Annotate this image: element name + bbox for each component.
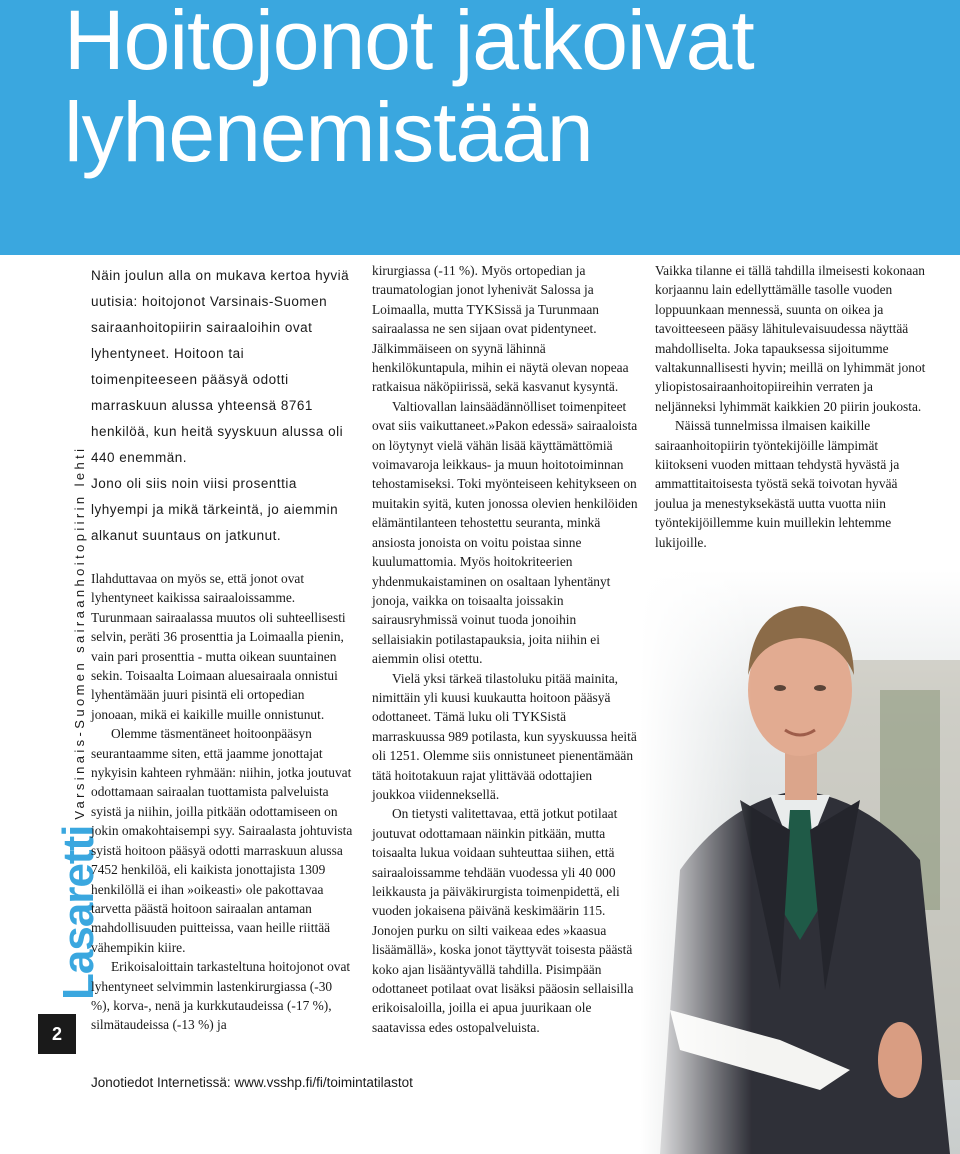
body-text — [91, 569, 353, 1035]
body-paragraph: Erikoisaloittain tarkasteltuna hoitojonot ovat lyhentyneet selvimmin lastenkirurgiassa (-30 %), korva-, nenä ja kurkkutaudeissa (-17 %), silmätaudeissa (-13 %) ja — [91, 959, 351, 1033]
body-paragraph: kirurgiassa (-11 %). Myös ortopedian ja traumatologian jonot lyhenivät Salossa ja Loimaalla, mutta TYKSissä ja Turunmaan sairaalassa ne sen sijaan ovat pidentyneet. Jälkimmäiseen on syynä lähinnä henkilökuntapula, mihin ei näytä olevan nopeaa ratkaisua näköpiirissä, sekä kasvanut kysyntä. — [372, 263, 629, 395]
body-paragraph: Ilahduttavaa on myös se, että jonot ovat lyhentyneet kaikissa sairaaloissamme. Turunmaan sairaalassa muutos oli suhteellisesti selvin, peräti 36 prosenttia ja Loimaalla pienin, vain pari prosenttia - mutta oikean suuntainen sekin. Toisaalta Loimaan aluesairaala onnistui lyhentämään juuri pisintä eli ortopedian jonoaan, mikä ei kaikille muille onnistunut. — [91, 571, 346, 722]
lead-paragraph: Näin joulun alla on mukava kertoa hyviä uutisia: hoitojonot Varsinais-Suomen sairaanhoitopiirin sairaaloihin ovat lyhentyneet. Hoitoon tai toimenpiteeseen pääsyä odotti marraskuun alussa yhteensä 8761 henkilöä, kun heitä syyskuun alussa oli 440 enemmän. — [91, 268, 350, 465]
magazine-subtitle: Varsinais-Suomen sairaanhoitopiirin lehti — [71, 445, 87, 820]
body-paragraph: Näissä tunnelmissa ilmaisen kaikille sairaanhoitopiirin työntekijöille lämpimät kiitokseni vuoden mittaan tehdystä hyvästä ja ammattitaitoisesta työstä sekä toivotan hyvää joulua ja menestyksekästä uutta vuotta niin työntekijöillemme kuin muillekin lehtemme lukijoille. — [655, 418, 900, 550]
body-paragraph: Vaikka tilanne ei tällä tahdilla ilmeisesti kokonaan korjaannu lain edellyttämälle tasolle vuoden loppuunkaan mennessä, suunta on oikea ja tavoitteeseen pääsy lähitulevaisuudessa näyttää mahdolliselta. Joka tapauksessa sijoitumme valtakunnallisesti hyvin; meillä on lyhimmät jonot yliopistosairaanhoitopiireihin verraten ja neljänneksi lyhimmät kaikkien 20 piirin joukosta. — [655, 263, 926, 414]
magazine-logo: Lasaretti — [54, 825, 103, 1000]
column-3 — [655, 261, 927, 552]
lead-paragraph: Jono oli siis noin viisi prosenttia lyhyempi ja mikä tärkeintä, jo aiemmin alkanut suuntaus on jatkunut. — [91, 476, 339, 543]
body-paragraph: Valtiovallan lainsäädännölliset toimenpiteet ovat siis vaikuttaneet.»Pakon edessä» sairaaloista on löytynyt vielä vähän lisää käyttämättömiä voimavaroja leikkaus- ja muun hoitotoiminnan tehostamiseksi. Toki myönteiseen kehitykseen on muitakin syitä, kuten jonossa olevien henkilöiden elämäntilanteen tehostettu seuranta, minkä ansiosta jonoista on voitu poistaa sinne kuulumattomia. Myös hoitokriteerien yhdenmukaistaminen on osaltaan lyhentänyt jonoja, vaikka on toisaalta joissakin sairausryhmissä voinut tuoda jonoihin sellaisiakin potilastapauksia, joita niihin ei aiemmin olisi otettu. — [372, 398, 638, 667]
portrait-photo — [640, 570, 960, 1154]
body-paragraph: Vielä yksi tärkeä tilastoluku pitää mainita, nimittäin yli kuusi kuukautta hoitoon pääsyä odottaneet. Tämä luku oli TYKSistä marraskuussa 989 potilasta, kun syyskuussa heitä oli 1251. Olemme siis onnistuneet pienentämään tätä hoitotakuun rajat ylittävää odottajien joukkoa viidenneksellä. — [372, 670, 637, 802]
column-2 — [372, 261, 638, 1037]
body-text — [372, 261, 638, 1037]
lead-text — [91, 263, 353, 549]
header-banner — [0, 0, 960, 255]
footnote-link-text: Jonotiedot Internetissä: www.vsshp.fi/fi/toimintatilastot — [91, 1075, 413, 1090]
body-paragraph: On tietysti valitettavaa, että jotkut potilaat joutuvat odottamaan näinkin pitkään, mutta toisaalta lukua voidaan suhteuttaa siihen, että sairaaloissamme tehdään vuodessa yli 40 000 leikkausta ja päiväkirurgista toimenpidettä, eli vuoden jokaisena päivänä keskimäärin 115. Jonojen purku on silti vaikeaa edes »kaasua lisäämällä», koska jonot täyttyvät toisesta päästä koko ajan lisääntyvällä tahdilla. Pisimpään odottaneet potilaat ovat lisäksi pääosin sellaisilla erikoisaloilla, joilla ei apua juurikaan ole saatavissa edes ostopalveluista. — [372, 806, 634, 1035]
column-1 — [91, 263, 353, 1035]
body-paragraph: Olemme täsmentäneet hoitoonpääsyn seurantaamme siten, että jaamme jonottajat nykyisin kahteen ryhmään: niihin, jotka joutuvat odottamaan sairaalan tuottamista palveluista syistä ja niihin, joilla pitkään odottamiseen on jokin omakohtaisempi syy. Sairaalasta johtuvista syistä hoitoon pääsyä odotti marraskuun alussa 7452 henkilöä, eli kaikista jonottajista 1309 henkilöllä ei ihan »oikeasti» ole pakottavaa tarvetta päästä hoitoon sairaalan antaman mahdollisuuden puitteissa, vaan heille riittää vähempikin kiire. — [91, 726, 353, 955]
page-title: Hoitojonot jatkoivat lyhenemistään — [64, 0, 754, 179]
body-text — [655, 261, 927, 552]
page-number: 2 — [38, 1014, 76, 1054]
